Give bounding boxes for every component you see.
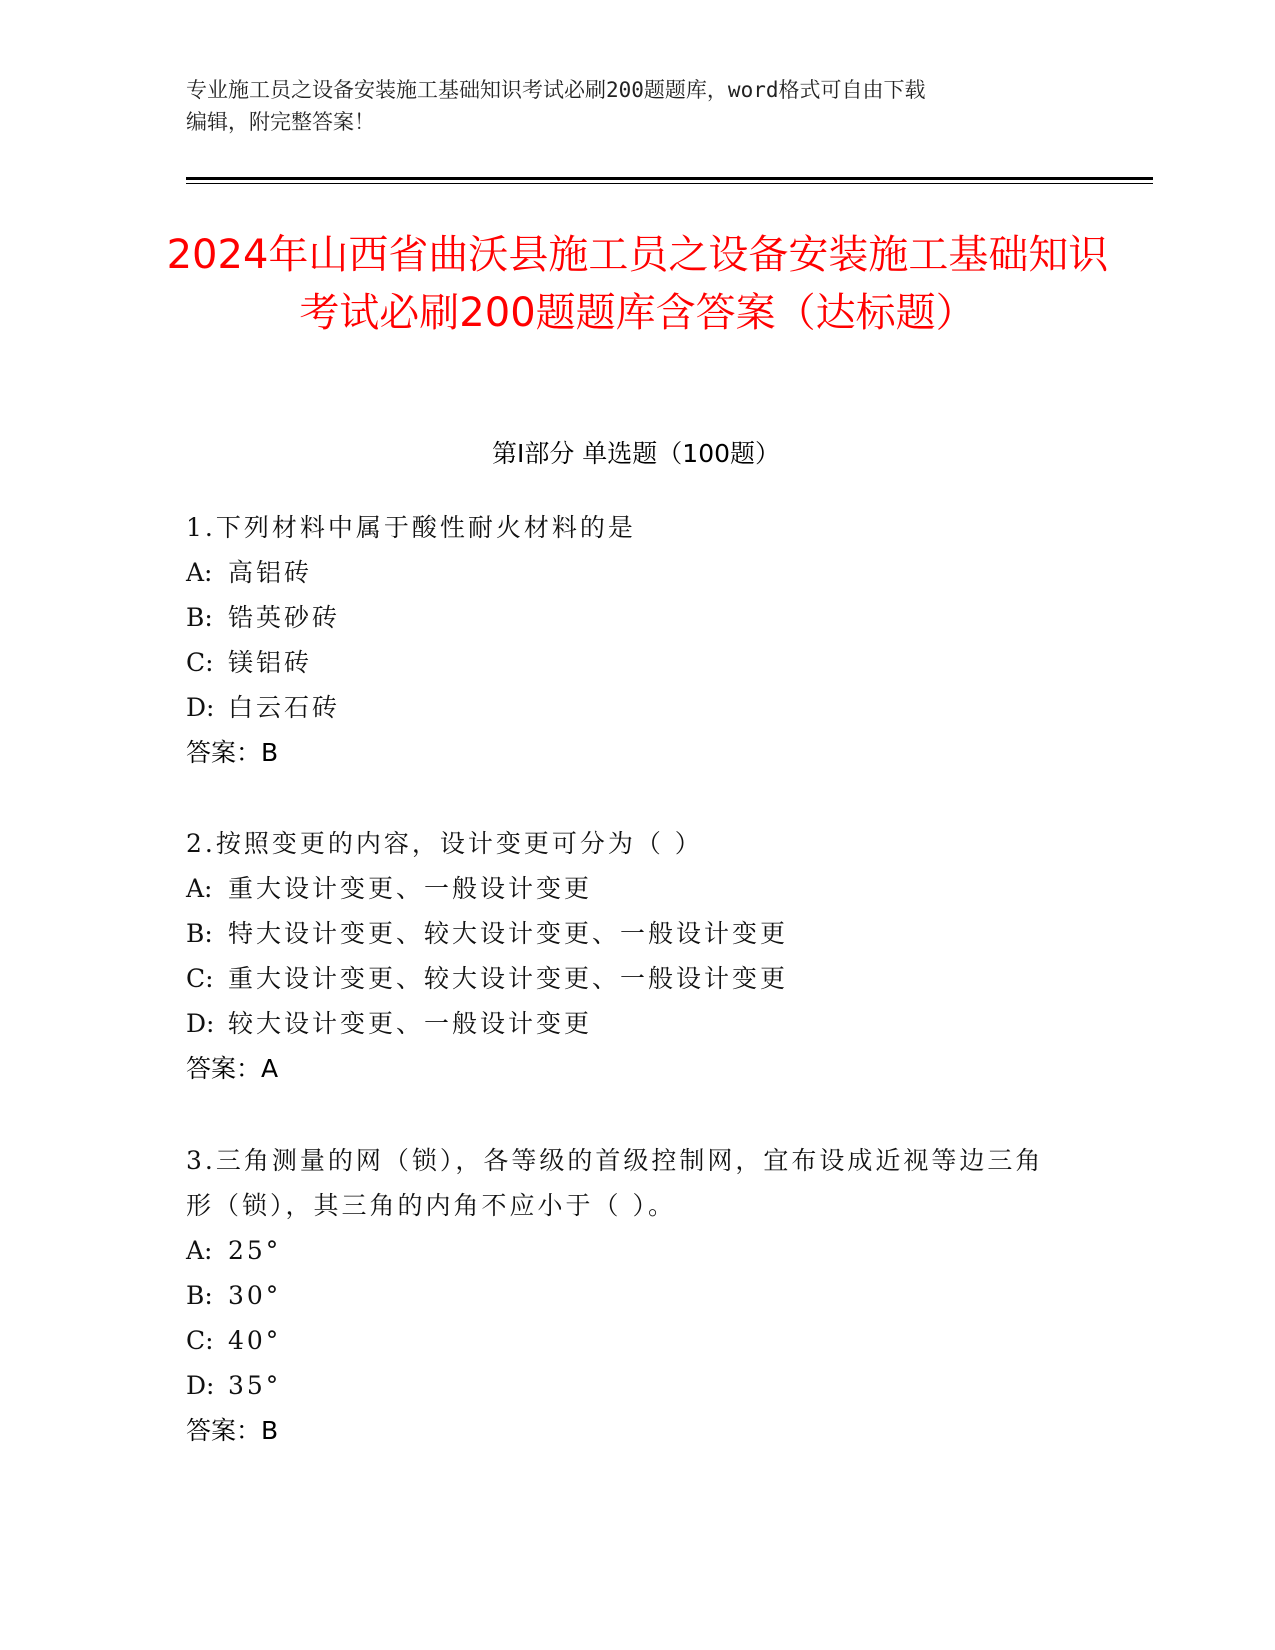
option-label: B: — [186, 603, 213, 632]
option-d — [186, 1363, 1086, 1408]
option-label: A: — [186, 1236, 213, 1265]
answer: 答案：A — [186, 1054, 279, 1083]
option-text: 重大设计变更、较大设计变更、一般设计变更 — [228, 964, 789, 993]
option-text: 白云石砖 — [228, 693, 341, 722]
option-d — [186, 685, 1086, 730]
question-text: 3.三角测量的网（锁），各等级的首级控制网，宜布设成近视等边三角形（锁），其三角的内角不应小于（ ）。 — [186, 1146, 1044, 1220]
option-c — [186, 640, 1086, 685]
option-d — [186, 1001, 1086, 1046]
document-title: 2024年山西省曲沃县施工员之设备安装施工基础知识考试必刷200题题库含答案（达标题） — [166, 232, 1109, 336]
question-text: 1.下列材料中属于酸性耐火材料的是 — [186, 513, 636, 542]
option-b — [186, 1273, 1086, 1318]
option-c — [186, 1318, 1086, 1363]
option-label: A: — [186, 558, 213, 587]
question-2 — [186, 821, 1086, 1091]
option-text: 较大设计变更、一般设计变更 — [228, 1009, 593, 1038]
header-note — [186, 74, 1086, 138]
header-divider-thin — [186, 183, 1153, 184]
option-a — [186, 550, 1086, 595]
question-3 — [186, 1138, 1086, 1453]
option-b — [186, 595, 1086, 640]
option-c — [186, 956, 1086, 1001]
answer: 答案：B — [186, 1416, 279, 1445]
question-1 — [186, 505, 1086, 775]
option-text: 35° — [228, 1371, 282, 1400]
option-text: 锆英砂砖 — [228, 603, 341, 632]
option-text: 重大设计变更、一般设计变更 — [228, 874, 593, 903]
option-text: 镁铝砖 — [228, 648, 313, 677]
header-divider-thick — [186, 177, 1153, 180]
option-text: 30° — [228, 1281, 282, 1310]
header-note-line2: 编辑，附完整答案！ — [186, 110, 375, 134]
option-label: B: — [186, 1281, 213, 1310]
option-label: B: — [186, 919, 213, 948]
option-label: D: — [186, 693, 215, 722]
option-label: C: — [186, 1326, 214, 1355]
option-a — [186, 866, 1086, 911]
header-note-line1: 专业施工员之设备安装施工基础知识考试必刷200题题库，word格式可自由下载 — [186, 78, 926, 102]
option-label: C: — [186, 648, 214, 677]
answer: 答案：B — [186, 738, 279, 767]
section-title: 第I部分 单选题（100题） — [491, 439, 781, 468]
option-label: A: — [186, 874, 213, 903]
option-a — [186, 1228, 1086, 1273]
option-text: 特大设计变更、较大设计变更、一般设计变更 — [228, 919, 789, 948]
option-label: C: — [186, 964, 214, 993]
option-text: 高铝砖 — [228, 558, 313, 587]
option-label: D: — [186, 1371, 215, 1400]
option-label: D: — [186, 1009, 215, 1038]
option-text: 25° — [228, 1236, 282, 1265]
option-b — [186, 911, 1086, 956]
option-text: 40° — [228, 1326, 282, 1355]
question-text: 2.按照变更的内容，设计变更可分为（ ） — [186, 829, 703, 858]
